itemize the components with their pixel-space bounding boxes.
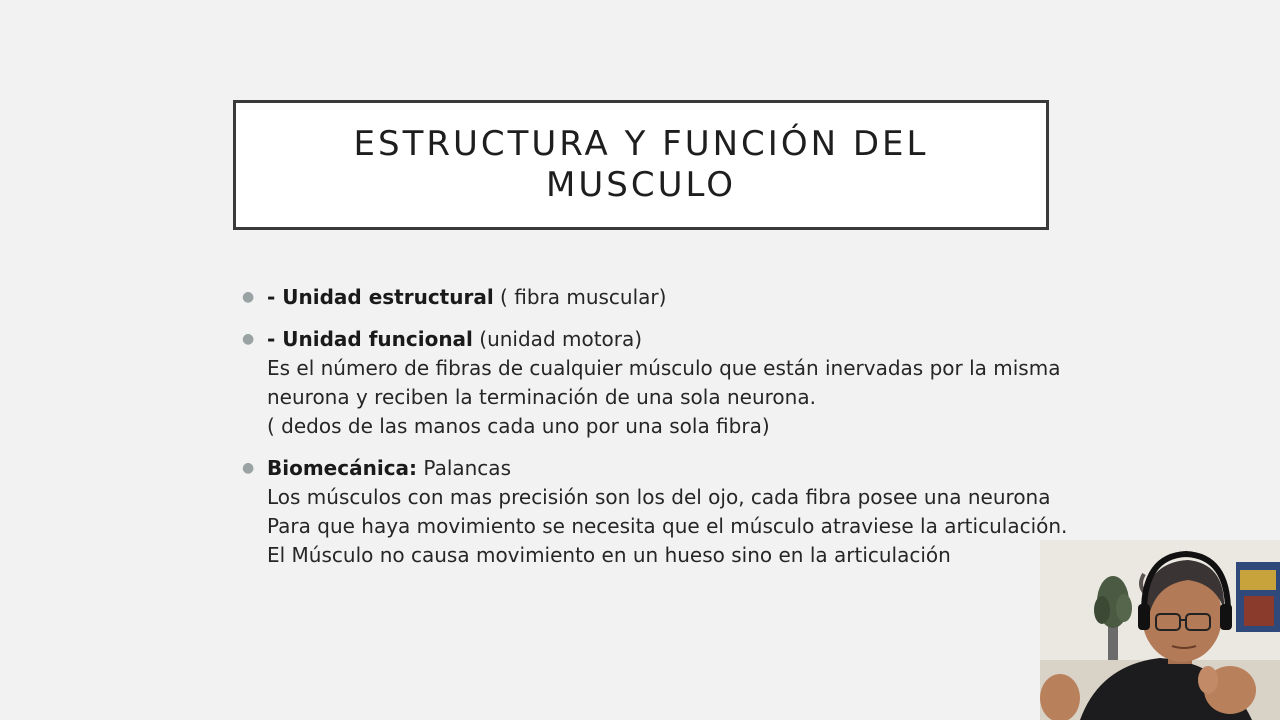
bullet-heading	[267, 283, 1040, 312]
bullet-list	[240, 283, 1068, 583]
bullet-dot-icon: ●	[242, 460, 255, 476]
bullet-body-line: Los músculos con mas precisión son los del ojo, cada fibra posee una neurona	[267, 485, 1051, 509]
bullet-rest-label: ( fibra muscular)	[493, 285, 667, 309]
bullet-body-line: ( dedos de las manos cada uno por una sola fibra)	[267, 414, 770, 438]
bullet-rest-label: Palancas	[417, 456, 511, 480]
bullet-heading	[267, 325, 1040, 354]
slide-title	[291, 124, 991, 206]
presenter-webcam	[1040, 540, 1280, 720]
bullet-unidad-estructural	[240, 283, 1040, 312]
bullet-rest-label: (unidad motora)	[472, 327, 643, 351]
title-box	[233, 100, 1049, 230]
bullet-bold-label: - Unidad estructural	[267, 285, 494, 309]
bullet-body-line: El Músculo no causa movimiento en un hueso sino en la articulación	[267, 543, 951, 567]
bullet-heading	[267, 454, 1040, 483]
bullet-body-line: Es el número de fibras de cualquier músculo que están inervadas por la misma	[267, 356, 1061, 380]
bullet-bold-label: Biomecánica:	[267, 456, 418, 480]
bullet-body-line: neurona y reciben la terminación de una sola neurona.	[267, 385, 816, 409]
bullet-dot-icon: ●	[242, 331, 255, 347]
presenter-video-icon	[1040, 540, 1280, 720]
bullet-body-line: Para que haya movimiento se necesita que el músculo atraviese la articulación.	[267, 514, 1068, 538]
bullet-dot-icon: ●	[242, 289, 255, 305]
slide-title-line-1: ESTRUCTURA Y FUNCIÓN DEL	[353, 124, 929, 164]
bullet-bold-label: - Unidad funcional	[267, 327, 473, 351]
bullet-biomecanica	[240, 454, 1068, 570]
slide-title-line-2: MUSCULO	[546, 165, 736, 205]
bullet-unidad-funcional	[240, 325, 1061, 441]
